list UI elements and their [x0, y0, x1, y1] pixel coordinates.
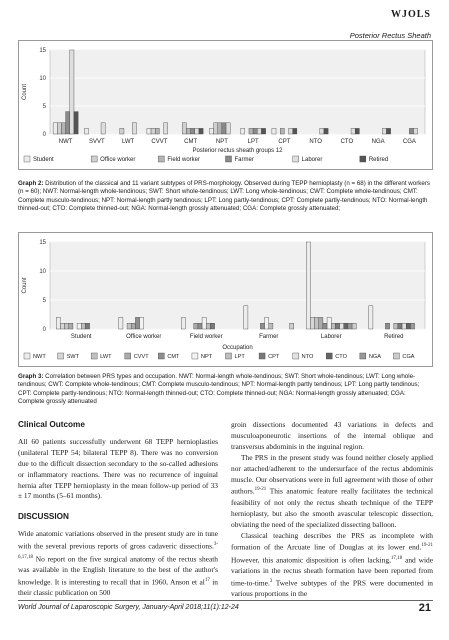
legend-swatch: [360, 156, 366, 162]
bar-retired: [74, 112, 78, 134]
bar-farmer: [222, 123, 226, 134]
legend-label: CMT: [167, 354, 180, 360]
bar-cpt: [398, 323, 402, 329]
y-tick-label: 10: [39, 76, 46, 82]
bar-lpt: [394, 323, 398, 329]
right-p2-text-a: The PRS in the present study was found neither closely applied nor attached/adherent to the undersurface of the rectus abdominis muscle. Our observations were in full agreement with those of other authors.: [231, 452, 433, 496]
bar-laborer: [320, 128, 324, 134]
citation-sup: 17: [204, 577, 210, 583]
x-tick-label: Farmer: [259, 334, 279, 340]
bar-cmt: [385, 323, 389, 329]
right-p3-text-b: However, this anatomic disposition is often lacking,: [231, 555, 391, 565]
x-tick-label: Laborer: [320, 334, 342, 340]
bar-field-worker: [249, 128, 253, 134]
right-paragraph-1: groin dissections documented 43 variations in defects and musculoaponeurotic insertions of the internal oblique and transversus abdominis in the inguinal region.: [231, 420, 433, 451]
bar-office-worker: [57, 123, 61, 134]
bar-field-worker: [280, 128, 284, 134]
bar-student: [53, 123, 57, 134]
graph-3-caption-label: Graph 3:: [18, 373, 44, 380]
x-tick-label: NGA: [371, 139, 385, 145]
bar-field-worker: [61, 123, 65, 134]
bar-nto: [340, 323, 344, 329]
right-paragraph-3: [231, 531, 433, 601]
graph-2-caption-label: Graph 2:: [18, 180, 44, 187]
bar-lwt: [127, 323, 131, 329]
bar-retired: [293, 128, 297, 134]
bar-lpt: [269, 323, 273, 329]
bar-nwt: [56, 317, 60, 329]
bar-cto: [406, 323, 410, 329]
bar-office-worker: [182, 123, 186, 134]
bar-npt: [327, 317, 331, 329]
legend-swatch: [293, 353, 299, 359]
legend-swatch: [293, 156, 299, 162]
bar-swt: [310, 317, 314, 329]
bar-cga: [352, 323, 356, 329]
citation-sup: 19-21: [421, 543, 433, 549]
legend-label: CGA: [402, 354, 415, 360]
y-tick-label: 15: [39, 240, 46, 246]
right-p3-text-d: Twelve subtypes of the PRS were documented in various proportions in the: [231, 578, 433, 599]
bar-lpt: [81, 323, 85, 329]
bar-cga: [290, 323, 294, 329]
bar-field-worker: [218, 123, 222, 134]
right-paragraph-2: [231, 453, 433, 531]
bar-farmer: [409, 128, 413, 134]
legend-swatch: [58, 353, 64, 359]
bar-cpt: [210, 323, 214, 329]
x-tick-label: CPT: [278, 139, 291, 145]
bar-farmer: [66, 112, 70, 134]
legend-swatch: [24, 156, 30, 162]
legend-swatch: [24, 353, 30, 359]
x-tick-label: CGA: [402, 139, 416, 145]
bar-laborer: [289, 128, 293, 134]
bar-office-worker: [120, 128, 124, 134]
legend-swatch: [192, 353, 198, 359]
x-tick-label: Field worker: [189, 334, 223, 340]
bar-laborer: [70, 50, 74, 134]
y-tick-label: 10: [39, 269, 46, 275]
bar-lpt: [206, 323, 210, 329]
bar-laborer: [164, 123, 168, 134]
discussion-text-1: Wide anatomic variations observed in the present study are in tune with the several previous reports of gross cadaveric dissections.: [18, 529, 218, 551]
legend-swatch: [360, 353, 366, 359]
legend-label: LWT: [100, 354, 112, 360]
bar-npt: [202, 317, 206, 329]
legend-swatch: [393, 353, 399, 359]
x-tick-label: CTO: [340, 139, 354, 145]
bar-npt: [265, 317, 269, 329]
legend-label: CPT: [268, 354, 280, 360]
running-title: Posterior Rectus Sheath: [349, 31, 431, 40]
legend-label: CTO: [335, 354, 347, 360]
bar-laborer: [132, 123, 136, 134]
x-axis-label: Posterior rectus sheath groups 12: [192, 148, 283, 154]
bar-laborer: [226, 123, 230, 134]
citation-sup: 3: [269, 579, 273, 585]
legend-label: Farmer: [234, 157, 254, 163]
clinical-outcome-heading: Clinical Outcome: [18, 420, 85, 429]
y-tick-label: 5: [42, 104, 46, 110]
x-tick-label: LWT: [122, 139, 135, 145]
bar-nwt: [306, 242, 310, 329]
legend-label: Laborer: [301, 157, 323, 163]
legend-label: Retired: [368, 157, 389, 163]
bar-retired: [199, 128, 203, 134]
clinical-outcome-text: All 60 patients successfully underwent 68 TEPP hernioplasties (unilateral TEPP 54; bilateral TEPP 8). There was no conversion due to the difficult dissection secondary to the so-called adhesions or inflammatory reactions. There was no recurrence of inguinal hernia after TEPP hernioplasty in the mean follow-up period of 33 ± 17 months (5–61 months).: [18, 436, 218, 501]
x-tick-label: SVVT: [89, 139, 105, 145]
right-p2-text-b: This anatomic feature really facilitates the technical feasibility of not only the rectus sheath technique of the TEPP hernioplasty, but also the smooth avascular telescopic dissection, obviating the need of the specialized dissecting balloon.: [231, 486, 433, 529]
bar-field-worker: [155, 128, 159, 134]
legend-label: SWT: [66, 354, 80, 360]
bar-nto: [402, 323, 406, 329]
bar-lwt: [315, 317, 319, 329]
bar-nga: [348, 323, 352, 329]
bar-npt: [77, 323, 81, 329]
bar-cmt: [135, 317, 139, 329]
discussion-text-3: in their classic publication on 500: [18, 577, 218, 598]
bar-nga: [410, 323, 414, 329]
legend-label: LPT: [234, 354, 245, 360]
graph-3-caption: [18, 373, 433, 407]
bar-laborer: [195, 128, 199, 134]
bar-cvvt: [319, 317, 323, 329]
discussion-heading: DISCUSSION: [18, 512, 69, 522]
graph-3-chart: [18, 232, 433, 367]
bar-cvvt: [69, 323, 73, 329]
right-column: [231, 420, 433, 600]
x-tick-label: NPT: [215, 139, 228, 145]
bar-student: [84, 128, 88, 134]
legend-label: Office worker: [100, 157, 136, 163]
bar-laborer: [257, 128, 261, 134]
graph-3-caption-text: Correlation between PRS types and occupation. NWT: Normal-length whole-tendinous; SWT: Short whole-tendinous; LWT: Long whole-tendinous; CWT: Complete whole-tendinous; CMT: Complete musculo-tendinous; NPT: Normal-length partly tendinous; LPT: Long partly tendinous; CPT: Complete partly-tendinous; NTO: Normal-length thinned-out; CTO: Complete thinned-out; NGA: Normal-length grossly attenuated; CGA: Complete grossly attenuated: [18, 373, 420, 406]
bar-laborer: [382, 128, 386, 134]
graph-2-caption: [18, 180, 433, 214]
bar-office-worker: [151, 128, 155, 134]
y-tick-label: 0: [42, 132, 46, 138]
bar-npt: [140, 317, 144, 329]
bar-student: [147, 128, 151, 134]
y-tick-label: 0: [42, 327, 46, 333]
legend-swatch: [326, 353, 332, 359]
legend-label: Field worker: [167, 157, 201, 163]
bar-cpt: [85, 323, 89, 329]
citation-sup: 17,18: [390, 555, 403, 561]
bar-cvvt: [131, 323, 135, 329]
bar-office-worker: [214, 123, 218, 134]
legend-swatch: [91, 156, 97, 162]
legend-swatch: [259, 353, 265, 359]
bar-laborer: [351, 128, 355, 134]
legend-swatch: [125, 353, 131, 359]
x-tick-label: NTO: [309, 139, 322, 145]
graph-2-caption-text: Distribution of the classical and 11 variant subtypes of PRS-morphology. Observed during TEPP hernioplasty (n = 68) in the different workers (n = 60); NWT: Normal-length whole-tendinous; SWT: Short whole-tendinous; LWT: Long whole-tendinous; CWT: Complete whole-tendinous; CMT: Complete musculo-tendinous; NPT: Normal-length partly tendinous; LPT: Long partly-tendinous; CPT: Complete partly-tendinous; NTO: Normal-length thinned-out; CTO: Complete thinned-out; NGA: Normal-length grossly attenuated; CGA: Complete grossly attenuated;: [18, 180, 430, 213]
legend-label: NGA: [368, 354, 381, 360]
graph-2-chart: [18, 40, 433, 170]
legend-swatch: [91, 353, 97, 359]
footer-citation: World Journal of Laparoscopic Surgery, January-April 2018;11(1):12-24: [18, 604, 239, 611]
bar-field-worker: [186, 128, 190, 134]
footer-rule: [18, 600, 433, 601]
x-tick-label: CMT: [184, 139, 198, 145]
bar-student: [209, 128, 213, 134]
left-column: [18, 420, 218, 599]
bar-retired: [355, 128, 359, 134]
bar-student: [272, 128, 276, 134]
x-tick-label: LPT: [247, 139, 259, 145]
legend-label: NWT: [33, 354, 46, 360]
legend-label: NPT: [200, 354, 213, 360]
legend-label: CVVT: [133, 354, 149, 360]
y-axis-label: Count: [22, 83, 28, 101]
bar-laborer: [101, 123, 105, 134]
x-tick-label: Student: [70, 334, 92, 340]
citation-sup: 19-21: [254, 487, 267, 493]
x-tick-label: NWT: [58, 139, 73, 145]
bar-student: [241, 128, 245, 134]
right-p3-text-c: and wide variations in the rectus sheath formation have been reported from time-to-time.: [231, 555, 433, 588]
bar-lpt: [331, 323, 335, 329]
citation-sup: 3-6,17,18: [18, 542, 218, 560]
bar-farmer: [191, 128, 195, 134]
right-p3-text-a: Classical teaching describes the PRS as incomplete with formation of the Arcuate line of Douglas at its lower end.: [231, 530, 433, 552]
bar-cmt: [198, 323, 202, 329]
discussion-paragraph: [18, 529, 218, 599]
journal-name: WJOLS: [390, 9, 431, 20]
legend-swatch: [226, 353, 232, 359]
bar-lwt: [65, 323, 69, 329]
legend-swatch: [158, 353, 164, 359]
discussion-text-2: No report on the five surgical anatomy of the rectus sheath was available in the English literature to the best of the author's knowledge. It is interesting to recall that in 1960, Anson et al: [18, 554, 218, 587]
legend-swatch: [226, 156, 232, 162]
bar-laborer: [414, 128, 418, 134]
legend-swatch: [158, 156, 164, 162]
y-tick-label: 5: [42, 298, 46, 304]
x-tick-label: Retired: [384, 334, 404, 340]
x-tick-label: Office worker: [126, 334, 162, 340]
plot-area: [50, 50, 425, 134]
bar-nwt: [244, 306, 248, 329]
bar-nwt: [369, 306, 373, 329]
bar-cvvt: [194, 323, 198, 329]
bar-retired: [324, 128, 328, 134]
legend-label: NTO: [301, 354, 314, 360]
page-number: 21: [418, 602, 431, 614]
x-axis-label: Occupation: [222, 345, 253, 351]
bar-nwt: [181, 317, 185, 329]
bar-retired: [261, 128, 265, 134]
bar-swt: [60, 323, 64, 329]
bar-cmt: [323, 323, 327, 329]
x-tick-label: CVVT: [151, 139, 168, 145]
bar-cto: [344, 323, 348, 329]
y-axis-label: Count: [22, 277, 28, 294]
bar-cmt: [260, 323, 264, 329]
bar-cpt: [335, 323, 339, 329]
legend-label: Student: [33, 157, 54, 163]
bar-farmer: [253, 128, 257, 134]
bar-retired: [386, 128, 390, 134]
y-tick-label: 15: [39, 48, 46, 54]
bar-nwt: [119, 317, 123, 329]
